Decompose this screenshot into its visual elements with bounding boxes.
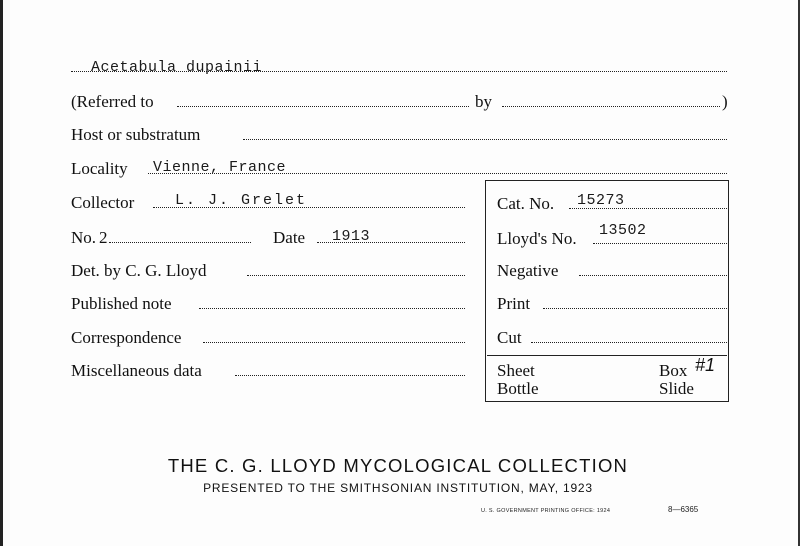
misc-data-label: Miscellaneous data	[71, 361, 202, 380]
form-number: 8—6365	[668, 505, 699, 514]
cat-no-label: Cat. No.	[497, 194, 555, 213]
lloyds-no-value: 13502	[599, 222, 647, 239]
lloyds-no-label: Lloyd's No.	[497, 229, 577, 248]
box-number-value: #1	[695, 355, 716, 375]
det-by-line	[247, 275, 465, 276]
species-name: Acetabula dupainii	[91, 59, 263, 76]
misc-data-line	[235, 375, 465, 376]
cut-label: Cut	[497, 328, 522, 347]
no-label: No.	[71, 228, 97, 247]
negative-label: Negative	[497, 261, 559, 280]
published-note-line	[199, 308, 465, 309]
lloyds-no-line	[593, 243, 727, 244]
cat-no-value: 15273	[577, 192, 625, 209]
collector-value: L. J. Grelet	[175, 192, 308, 209]
printing-office-note: U. S. GOVERNMENT PRINTING OFFICE: 1924	[481, 508, 611, 514]
bottle-label: Bottle	[497, 379, 539, 398]
date-label: Date	[273, 228, 306, 247]
collector-label: Collector	[71, 193, 135, 212]
correspondence-label: Correspondence	[71, 328, 182, 347]
host-line	[243, 139, 727, 140]
correspondence-line	[203, 342, 465, 343]
published-note-label: Published note	[71, 294, 172, 313]
print-line	[543, 308, 727, 309]
referred-to-label: (Referred to	[71, 92, 154, 111]
box-divider-line	[487, 355, 727, 356]
no-value: 2	[99, 228, 108, 247]
collection-title: THE C. G. LLOYD MYCOLOGICAL COLLECTION	[167, 455, 629, 476]
by-label: by	[475, 92, 492, 111]
by-line	[502, 106, 720, 107]
det-by-label: Det. by C. G. Lloyd	[71, 261, 207, 280]
collection-subtitle: PRESENTED TO THE SMITHSONIAN INSTITUTION, MAY, 1923	[203, 481, 593, 495]
negative-line	[579, 275, 727, 276]
box-label: Box	[659, 361, 688, 380]
sheet-label: Sheet	[497, 361, 535, 380]
print-label: Print	[497, 294, 531, 313]
slide-label: Slide	[659, 379, 694, 398]
locality-label: Locality	[71, 159, 128, 178]
locality-value: Vienne, France	[153, 159, 287, 176]
referred-to-line	[177, 106, 469, 107]
close-paren: )	[722, 92, 728, 111]
host-label: Host or substratum	[71, 125, 201, 144]
date-value: 1913	[332, 228, 371, 245]
cut-line	[531, 342, 727, 343]
no-line	[109, 242, 251, 243]
